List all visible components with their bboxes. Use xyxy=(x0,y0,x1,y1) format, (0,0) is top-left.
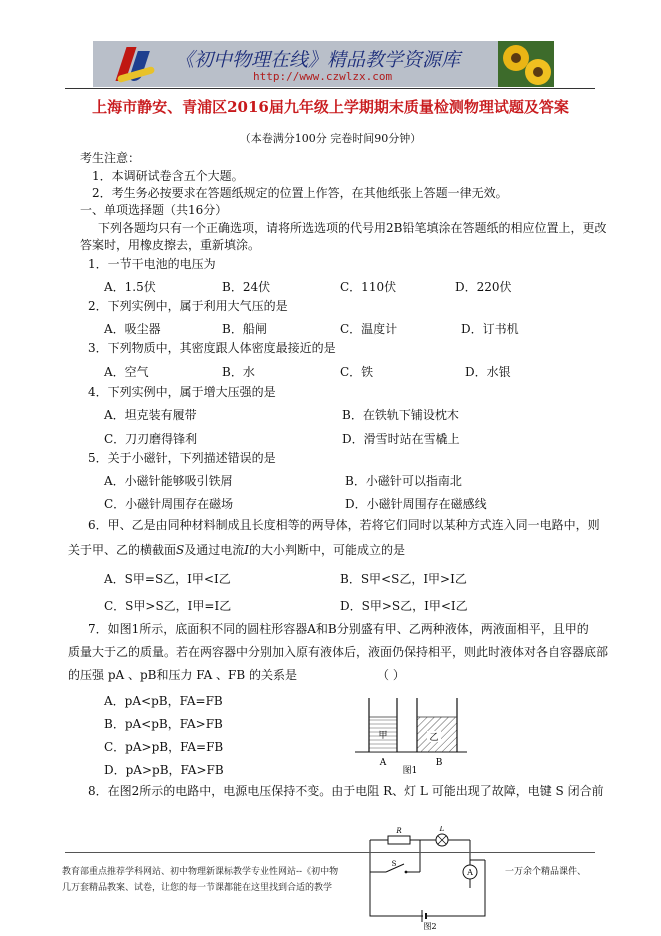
answer-paren: （ ） xyxy=(377,668,405,682)
question-stem: 7．如图1所示，底面积不同的圆柱形容器A和B分别盛有甲、乙两种液体，两液面相平，且甲的 xyxy=(88,622,589,636)
footer-divider xyxy=(65,852,595,853)
question-stem: 4．下列实例中，属于增大压强的是 xyxy=(88,385,276,399)
header-banner xyxy=(93,41,554,87)
document-title: 上海市静安、青浦区2016届九年级上学期期末质量检测物理试题及答案 xyxy=(92,98,569,116)
question-stem: 2．下列实例中，属于利用大气压的是 xyxy=(88,299,288,313)
notice-item: 2．考生务必按要求在答题纸规定的位置上作答，在其他纸张上答题一律无效。 xyxy=(92,186,508,200)
banner-url: http://www.czwlzx.com xyxy=(253,70,393,83)
option-b: B．水 xyxy=(222,365,255,379)
option-c: C．小磁针周围存在磁场 xyxy=(104,497,234,511)
option-a: A．坦克装有履带 xyxy=(104,408,197,422)
container-a xyxy=(369,698,397,752)
option-d: D．220伏 xyxy=(455,280,512,294)
liquid-label-a: 甲 xyxy=(378,731,388,741)
question-stem: 5．关于小磁针，下列描述错误的是 xyxy=(88,451,276,465)
section-instructions: 答案时，用橡皮擦去，重新填涂。 xyxy=(80,238,261,252)
notice-heading: 考生注意： xyxy=(80,151,141,165)
option-d: D．pA>pB，FA>FB xyxy=(104,763,224,777)
question-stem: 6．甲、乙是由同种材料制成且长度相等的两导体，若将它们同时以某种方式连入同一电路中，则 xyxy=(88,518,600,532)
question-stem: 关于甲、乙的横截面S及通过电流I的大小判断中，可能成立的是 xyxy=(68,543,406,557)
option-d: D．小磁针周围存在磁感线 xyxy=(345,497,487,511)
figure-1-containers xyxy=(355,690,475,780)
question-stem: 质量大于乙的质量。若在两容器中分别加入原有液体后，液面仍保持相平，则此时液体对各自容器底部 xyxy=(68,645,609,659)
section-instructions: 下列各题均只有一个正确选项，请将所选选项的代号用2B铅笔填涂在答题纸的相应位置上，更改 xyxy=(98,221,607,235)
option-c: C．pA>pB，FA=FB xyxy=(104,740,224,754)
option-b: B．S甲<S乙，I甲>I乙 xyxy=(340,572,467,586)
section-heading: 一、单项选择题（共16分） xyxy=(80,203,228,217)
lamp-label: L xyxy=(439,826,445,833)
option-b: B．小磁针可以指南北 xyxy=(345,474,462,488)
switch-label: S xyxy=(391,860,397,868)
option-d: D．滑雪时站在雪橇上 xyxy=(342,432,460,446)
option-a: A．空气 xyxy=(104,365,149,379)
option-a: A．pA<pB，FA=FB xyxy=(104,694,223,708)
figure-2-circuit xyxy=(360,826,500,932)
option-d: D．S甲>S乙，I甲<I乙 xyxy=(340,599,468,613)
question-stem: 3．下列物质中，其密度跟人体密度最接近的是 xyxy=(88,341,336,355)
option-b: B．在铁轨下铺设枕木 xyxy=(342,408,459,422)
option-d: D．水银 xyxy=(465,365,511,379)
question-stem: 8．在图2所示的电路中，电源电压保持不变。由于电阻 R、灯 L 可能出现了故障，电键 S 闭合前 xyxy=(88,784,604,798)
header-divider xyxy=(65,88,595,89)
figure-caption: 图2 xyxy=(423,922,437,931)
option-c: C．110伏 xyxy=(340,280,397,294)
notice-item: 1．本调研试卷含五个大题。 xyxy=(92,169,244,183)
option-a: A．S甲=S乙，I甲<I乙 xyxy=(104,572,231,586)
footer-text: 几万套精品教案、试卷，让您的每一节课都能在这里找到合适的教学 xyxy=(62,883,333,893)
footer-text-right: 一万余个精品课件、 xyxy=(505,867,587,877)
resistor-label: R xyxy=(396,827,402,835)
container-b xyxy=(417,698,457,752)
banner-title: 《初中物理在线》精品教学资源库 xyxy=(175,49,461,71)
option-a: A．吸尘器 xyxy=(104,322,161,336)
option-b: B．24伏 xyxy=(222,280,271,294)
option-c: C．温度计 xyxy=(340,322,398,336)
option-a: A．小磁针能够吸引铁屑 xyxy=(104,474,233,488)
figure-caption: 图1 xyxy=(402,766,418,776)
option-a: A．1.5伏 xyxy=(104,280,156,294)
exam-info: （本卷满分100分 完卷时间90分钟） xyxy=(239,132,422,145)
option-c: C．铁 xyxy=(340,365,374,379)
liquid-label-b: 乙 xyxy=(429,733,439,743)
option-b: B．船闸 xyxy=(222,322,267,336)
option-c: C．刀刃磨得锋利 xyxy=(104,432,198,446)
option-b: B．pA<pB，FA>FB xyxy=(104,717,223,731)
container-label-a: A xyxy=(379,758,387,768)
option-d: D．订书机 xyxy=(461,322,519,336)
resistor-r xyxy=(388,836,410,844)
option-c: C．S甲>S乙，I甲=I乙 xyxy=(104,599,232,613)
footer-text: 教育部重点推荐学科网站、初中物理新课标教学专业性网站--《初中物 xyxy=(62,867,339,877)
question-stem: 1．一节干电池的电压为 xyxy=(88,257,216,271)
question-stem: 的压强 pA 、pB和压力 FA 、FB 的关系是 xyxy=(68,668,298,682)
ammeter-label: A xyxy=(467,868,473,877)
container-label-b: B xyxy=(435,758,443,768)
